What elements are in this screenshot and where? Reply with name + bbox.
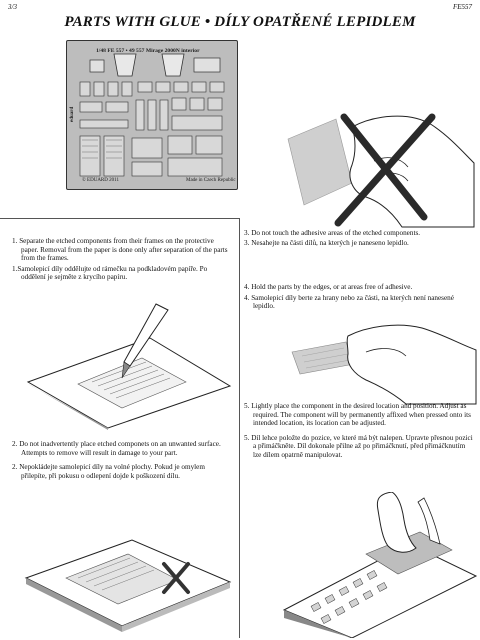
step-3-english: 3. Do not touch the adhesive areas of the etched components. (244, 229, 421, 237)
page-title: PARTS WITH GLUE • DÍLY OPATŘENÉ LEPIDLEM (64, 14, 416, 30)
step-4-text (244, 283, 474, 311)
step-2-english: 2. Do not inadvertently place etched componets on an unwanted surface. Attempts to remove will result in damage to your part. (12, 440, 221, 457)
step-2-text (12, 440, 230, 480)
section-divider (0, 218, 239, 219)
press-part-illustration (282, 492, 478, 638)
step-1-text (12, 237, 230, 282)
fret-top-label: 1/48 FE 557 • 49 557 Mirage 2000N interior (96, 48, 200, 54)
hand-hold-edges-illustration (282, 312, 478, 406)
step-1-english: 1. Separate the etched components from their frames on the protective paper. Removal from the paper is done only after separation of the parts from the frames. (12, 237, 228, 263)
step-1-czech: 1.Samolepicí díly oddělujte od rámečku na podkladovém papíře. Po oddělení je sejměte z krycího papíru. (12, 264, 208, 282)
step-3-czech: 3. Nesahejte na části dílů, na kterých je naneseno lepidlo. (244, 238, 409, 247)
step-5-english: 5. Lightly place the component in the desired location and position. Adjust as required. The component will by permanently affixed when pressed onto its intended location, its location can be adjusted. (244, 402, 471, 428)
fret-parts-drawing (66, 40, 238, 190)
page-number: 3/3 (8, 3, 17, 11)
wrong-placement-illustration (18, 520, 238, 636)
knife-cut-illustration (18, 300, 238, 430)
step-4-english: 4. Hold the parts by the edges, or at areas free of adhesive. (244, 283, 413, 291)
step-5-text (244, 402, 474, 460)
step-4-czech: 4. Samolepicí díly berte za hrany nebo za části, na kterých není nanesené lepidlo. (244, 293, 454, 311)
fret-brand-label: eduard (70, 106, 75, 122)
step-2-czech: 2. Nepokládejte samolepicí díly na volné plochy. Pokud je omylem přilepíte, při pokusu o odlepení dojde k poškození dílu. (12, 463, 205, 480)
step-5-czech: 5. Díl lehce položte do pozice, ve které má být nalepen. Upravte přesnou pozici a přimáčkněte. Díl dokonale přilne až po přimáčknutí, před přimáčknutím lze dílem opatrně manipulovat. (244, 433, 473, 459)
hand-touch-illustration (282, 105, 478, 229)
step-3-text (244, 229, 474, 247)
column-divider (239, 218, 240, 638)
product-code: FE557 (452, 3, 472, 11)
fret-copyright: © EDUARD 2011 (82, 178, 119, 183)
fret-made-in: Made in Czech Republic (186, 178, 236, 183)
